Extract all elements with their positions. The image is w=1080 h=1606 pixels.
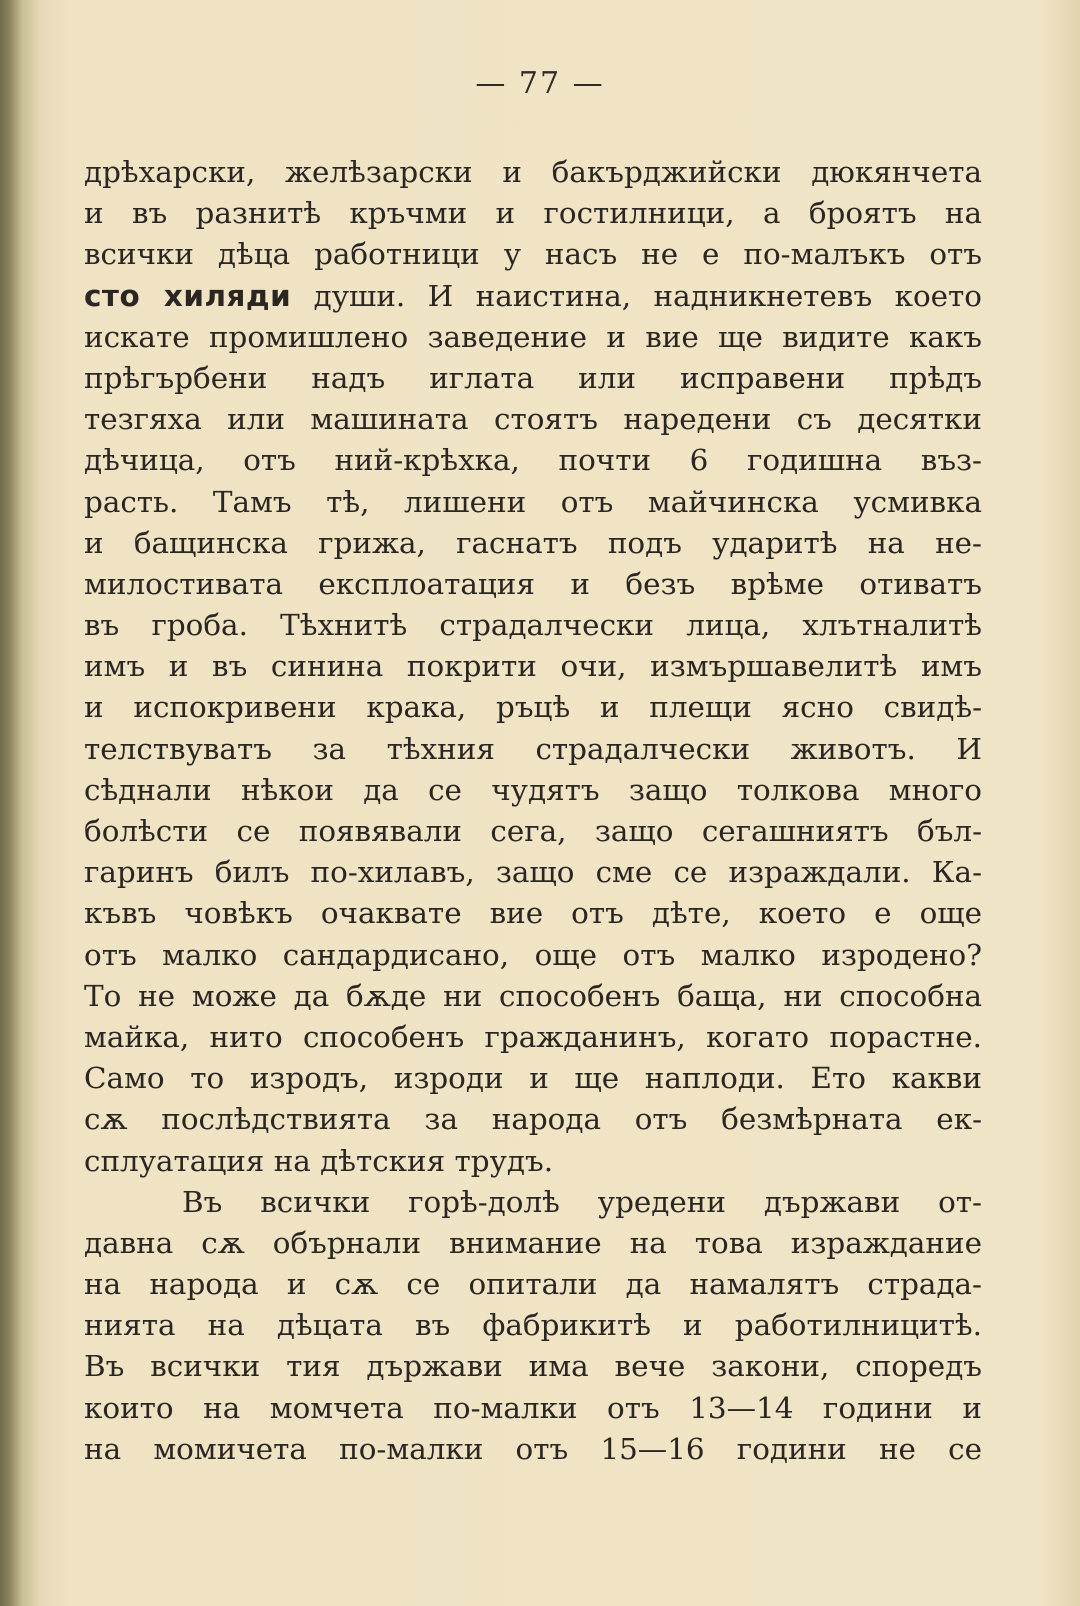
text-line: и бащинска грижа, гаснатъ подъ ударитѣ на не- bbox=[84, 525, 982, 560]
text-line: расть. Тамъ тѣ, лишени отъ майчинска усмивка bbox=[84, 484, 982, 519]
body-text bbox=[84, 152, 982, 1470]
text-line: въ гроба. Тѣхнитѣ страдалчески лица, хлътналитѣ bbox=[84, 608, 982, 643]
page-number: — 77 — bbox=[475, 66, 605, 101]
text-line: и въ разнитѣ кръчми и гостилници, а броятъ на bbox=[84, 196, 982, 231]
paragraph-end-line: сплуатация на дѣтския трудъ. bbox=[84, 1143, 554, 1178]
text-line: сѣднали нѣкои да се чудятъ защо толкова много bbox=[84, 772, 982, 807]
text-line: тезгяха или машината стоятъ наредени съ десятки bbox=[84, 402, 982, 437]
text-line: дрѣхарски, желѣзарски и бакърджийски дюкянчета bbox=[84, 155, 982, 189]
text-line: майка, нито способенъ гражданинъ, когато порастне. bbox=[84, 1019, 982, 1054]
text-line: прѣгърбени надъ иглата или исправени прѣдъ bbox=[84, 360, 982, 395]
text-line: искате промишлено заведение и вие ще видите какъ bbox=[84, 319, 982, 354]
text-line: нията на дѣцата въ фабрикитѣ и работилницитѣ. bbox=[84, 1308, 982, 1343]
bold-phrase: сто хиляди bbox=[84, 278, 292, 313]
text-line: телствуватъ за тѣхния страдалчески животъ. И bbox=[84, 731, 982, 766]
text-line: къвъ човѣкъ очаквате вие отъ дѣте, което е още bbox=[84, 896, 982, 931]
text-line bbox=[84, 276, 982, 317]
text-line: Въ всички тия държави има вече закони, споредъ bbox=[84, 1349, 982, 1384]
text-line: милостивата експлоатация и безъ врѣме отиватъ bbox=[84, 566, 982, 601]
text-line: отъ малко сандардисано, още отъ малко изродено? bbox=[84, 937, 982, 972]
text-line: То не може да бѫде ни способенъ баща, ни способна bbox=[84, 978, 982, 1013]
text-line: Само то изродъ, изроди и ще наплоди. Ето какви bbox=[84, 1061, 982, 1096]
text-fragment: души. И наистина, надникнетевъ което bbox=[291, 278, 982, 313]
text-line: давна сѫ обърнали внимание на това израждание bbox=[84, 1225, 982, 1260]
paragraph-start-line: Въ всички горѣ-долѣ уредени държави от- bbox=[182, 1184, 982, 1219]
text-line: дѣчица, отъ ний-крѣхка, почти 6 годишна въз- bbox=[84, 443, 982, 478]
text-line: имъ и въ синина покрити очи, измършавелитѣ имъ bbox=[84, 649, 982, 684]
text-line: и испокривени крака, ръцѣ и плещи ясно свидѣ- bbox=[84, 690, 982, 725]
text-line: на момичета по-малки отъ 15—16 години не се bbox=[84, 1431, 982, 1466]
text-line: сѫ послѣдствията за народа отъ безмѣрната ек- bbox=[84, 1102, 982, 1137]
text-line: болѣсти се появявали сега, защо сегашниятъ бъл- bbox=[84, 814, 982, 848]
text-line: гаринъ билъ по-хилавъ, защо сме се израждали. Ка- bbox=[84, 855, 982, 890]
text-line: на народа и сѫ се опитали да намалятъ страда- bbox=[84, 1267, 982, 1302]
text-line: които на момчета по-малки отъ 13—14 години и bbox=[84, 1390, 982, 1425]
text-line: всички дѣца работници у насъ не е по-малъкъ отъ bbox=[84, 237, 982, 272]
